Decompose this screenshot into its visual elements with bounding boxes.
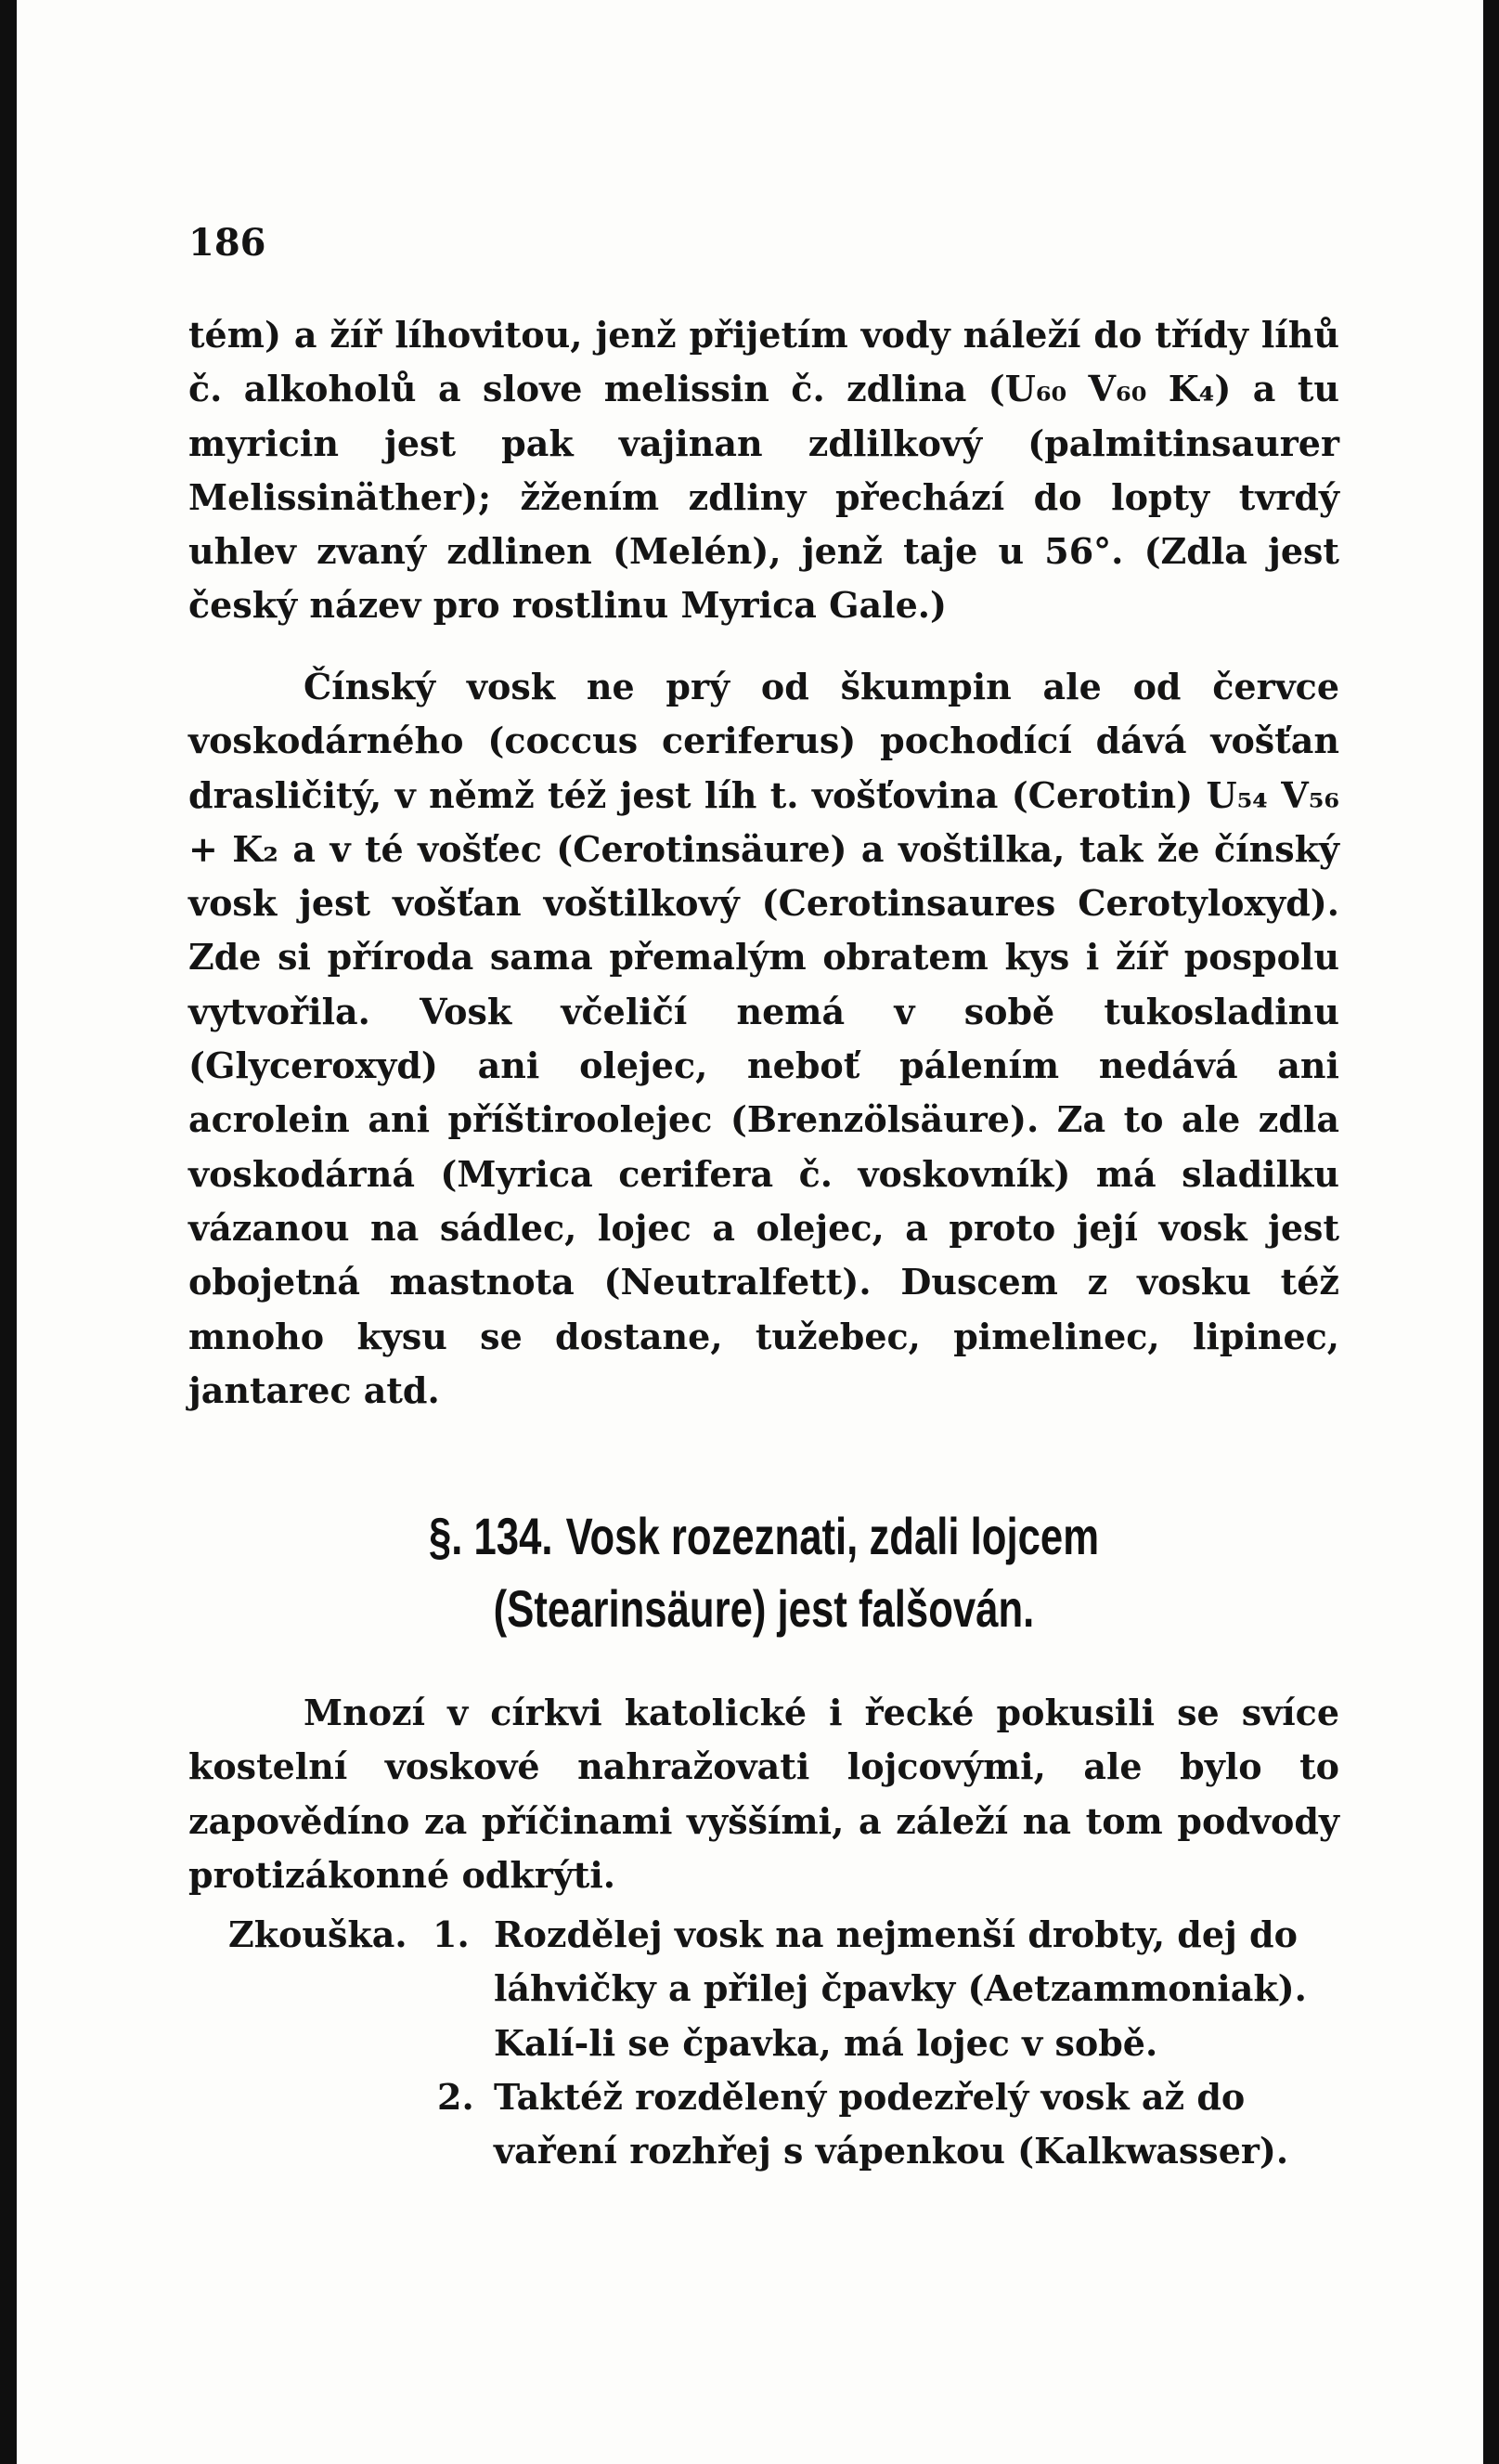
section-title: Vosk rozeznati, zdali lojcem (Stearinsäure) jest falšován. <box>493 1507 1100 1638</box>
section-mark: §. 134. <box>428 1507 553 1565</box>
test-item <box>228 1908 1342 2070</box>
paragraph-tallow-candles: Mnozí v církvi katolické i řecké pokusili se svíce kostelní voskové nahražovati lojcovými, ale bylo to zapovědíno za příčinami vyššími, a záleží na tom podvody protizákonné odkrýti. <box>188 1692 1339 1896</box>
test-block <box>228 1908 1342 2178</box>
section-heading <box>315 1500 1212 1645</box>
test-item <box>228 2070 1342 2179</box>
scan-border-right <box>1483 0 1499 2464</box>
test-item-number: 2. <box>437 2075 474 2118</box>
scan-border-left <box>0 0 17 2464</box>
test-item-number: 1. <box>433 1913 470 1955</box>
test-item-text: Rozdělej vosk na nejmenší drobty, dej do láhvičky a přilej čpavky (Aetzammoniak). Kalí-li se čpavka, má lojec v sobě. <box>494 1913 1307 2064</box>
test-label: Zkouška. <box>228 1913 407 1955</box>
paragraph-chinese-wax: Čínský vosk ne prý od škumpin ale od červce voskodárného (coccus ceriferus) pochodící dává vošťan drasličitý, v němž též jest líh t. vošťovina (Cerotin) U₅₄ V₅₆ + K₂ a v té vošťec (Cerotinsäure) a voštilka, tak že čínský vosk jest vošťan voštilkový (Cerotinsaures Cerotyloxyd). Zde si příroda sama přemalým obratem kys i žíř pospolu vytvořila. Vosk včeličí nemá v sobě tukosladinu (Glyceroxyd) ani olejec, neboť pálením nedává ani acrolein ani příštiroolejec (Brenzölsäure). Za to ale zdla voskodárná (Myrica cerifera č. voskovník) má sladilku vázanou na sádlec, lojec a olejec, a proto její vosk jest obojetná mastnota (Neutralfett). Duscem z vosku též mnoho kysu se dostane, tužebec, pimelinec, lipinec, jantarec atd. <box>188 666 1339 1411</box>
test-item-text: Taktéž rozdělený podezřelý vosk až do vaření rozhřej s vápenkou (Kalkwasser). <box>494 2075 1289 2172</box>
page-number: 186 <box>188 221 266 265</box>
paragraph-wax-chemistry: tém) a žíř líhovitou, jenž přijetím vody náleží do třídy líhů č. alkoholů a slove melissin č. zdlina (U₆₀ V₆₀ K₄) a tu myricin jest pak vajinan zdlilkový (palmitinsaurer Melissinäther); žžením zdliny přechází do lopty tvrdý uhlev zvaný zdlinen (Melén), jenž taje u 56°. (Zdla jest český název pro rostlinu Myrica Gale.) <box>188 314 1339 627</box>
